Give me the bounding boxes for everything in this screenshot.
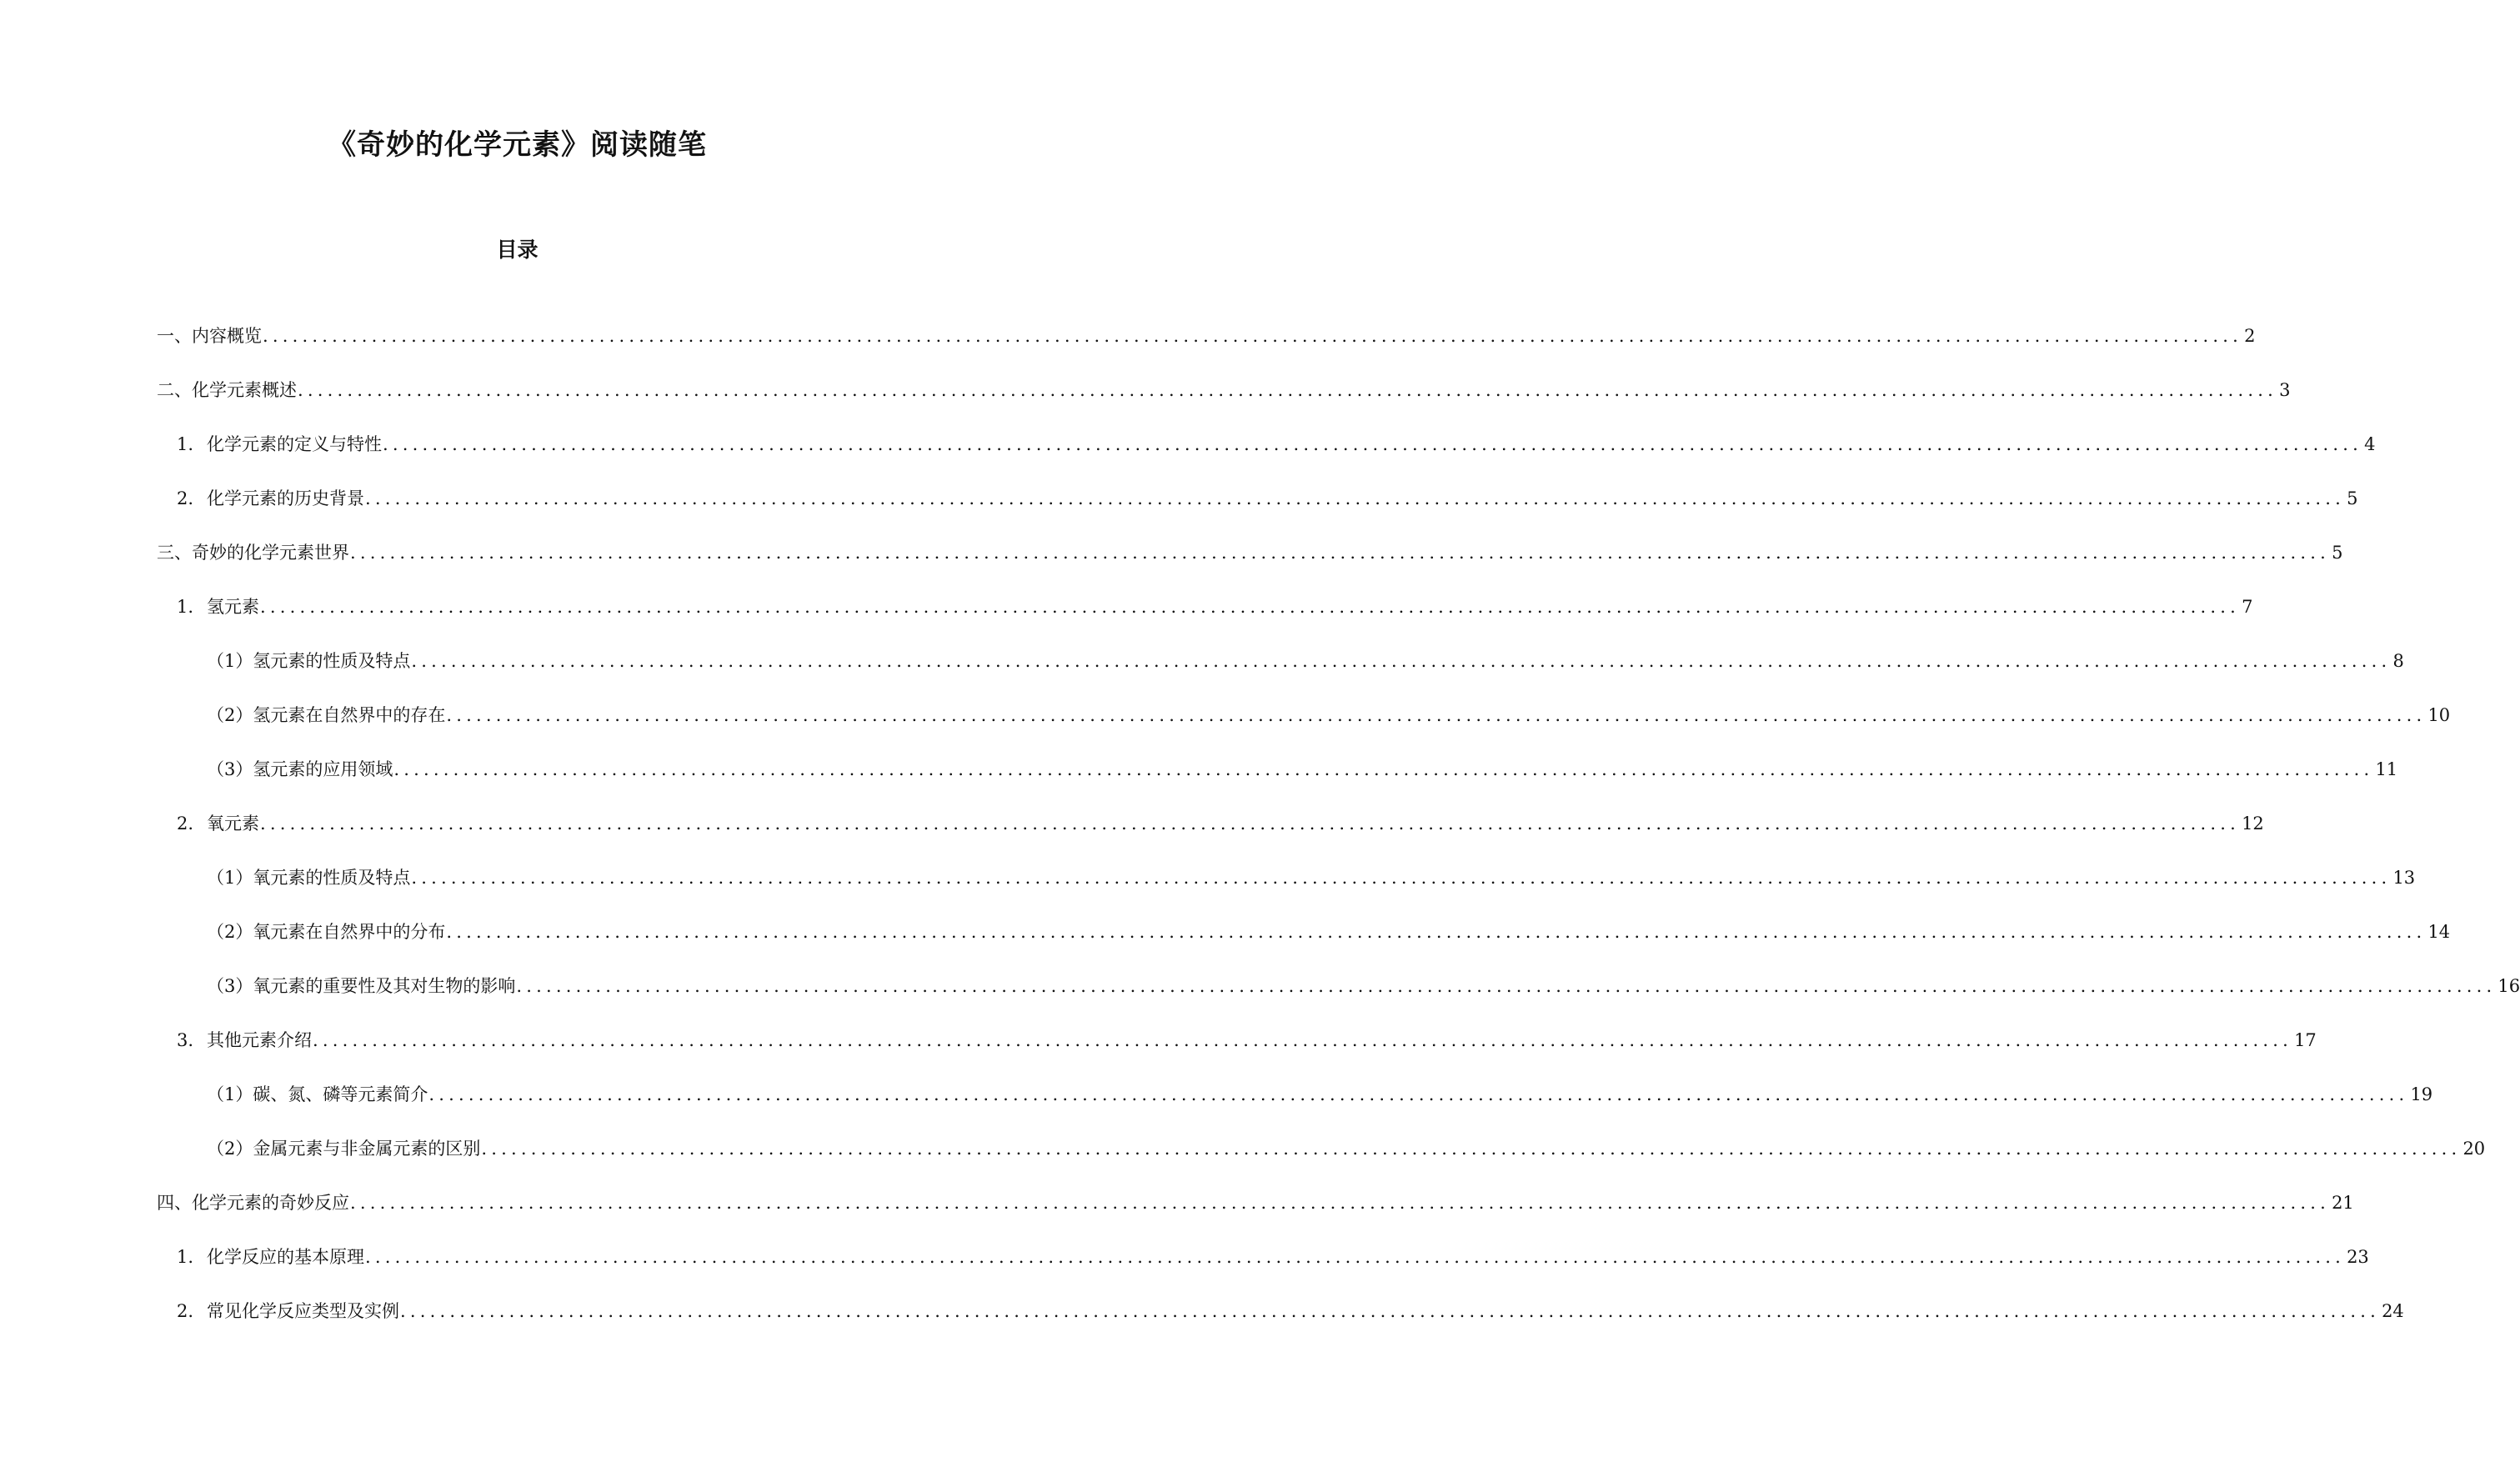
toc-dot-leader: ........................................................................................................................................................................................................ [383, 434, 2363, 454]
toc-entry-label: （1）氢元素的性质及特点 [207, 651, 411, 671]
toc-entry-label: （3）氢元素的应用领域 [207, 759, 393, 779]
toc-entry[interactable] [207, 1134, 2486, 1164]
toc-entry[interactable] [177, 592, 2253, 622]
toc-dot-leader: ........................................................................................................................................................................................................ [393, 759, 2374, 779]
toc-entry-label: （1）氧元素的性质及特点 [207, 868, 411, 888]
toc-entry-page: 20 [2462, 1139, 2486, 1159]
toc-entry-page: 2 [2244, 326, 2256, 346]
toc-entry-number: 2. [177, 814, 194, 834]
toc-entry-page: 19 [2410, 1084, 2433, 1104]
toc-entry-page: 5 [2332, 543, 2343, 563]
toc-entry[interactable] [207, 700, 2451, 730]
toc-entry-label: （1）碳、氮、磷等元素简介 [207, 1084, 428, 1104]
toc-entry-label: 常见化学反应类型及实例 [207, 1301, 399, 1321]
toc-dot-leader: ........................................................................................................................................................................................................ [428, 1084, 2409, 1104]
toc-dot-leader: ........................................................................................................................................................................................................ [263, 326, 2243, 346]
toc-entry[interactable] [207, 863, 2416, 893]
toc-entry-label: 化学元素的定义与特性 [207, 434, 382, 454]
toc-entry[interactable] [207, 646, 2404, 676]
toc-dot-leader: ........................................................................................................................................................................................................ [446, 705, 2427, 725]
toc-entry-label: 四、化学元素的奇妙反应 [157, 1193, 349, 1213]
toc-dot-leader: ........................................................................................................................................................................................................ [350, 543, 2331, 563]
toc-entry-label: 一、内容概览 [157, 326, 262, 346]
toc-entry[interactable] [157, 375, 2291, 405]
toc-entry[interactable] [157, 321, 2256, 351]
toc-entry-page: 11 [2375, 759, 2398, 779]
toc-entry-page: 10 [2427, 705, 2451, 725]
toc-entry[interactable] [177, 429, 2376, 459]
toc-dot-leader: ........................................................................................................................................................................................................ [446, 922, 2427, 942]
toc-dot-leader: ........................................................................................................................................................................................................ [365, 488, 2346, 508]
toc-heading: 目录 [496, 238, 539, 262]
toc-entry[interactable] [157, 538, 2343, 568]
toc-dot-leader: ........................................................................................................................................................................................................ [350, 1193, 2331, 1213]
toc-entry[interactable] [157, 1188, 2354, 1218]
toc-entry-label: 二、化学元素概述 [157, 380, 297, 400]
toc-entry-label: 三、奇妙的化学元素世界 [157, 543, 349, 563]
toc-entry-number: 1. [177, 597, 194, 617]
toc-entry-label: （2）氧元素在自然界中的分布 [207, 922, 446, 942]
toc-entry-number: 2. [177, 488, 194, 508]
toc-entry-page: 4 [2364, 434, 2376, 454]
toc-dot-leader: ........................................................................................................................................................................................................ [400, 1301, 2381, 1321]
toc-dot-leader: ........................................................................................................................................................................................................ [481, 1139, 2462, 1159]
toc-entry[interactable] [177, 809, 2264, 839]
toc-entry[interactable] [177, 1025, 2317, 1055]
toc-dot-leader: ........................................................................................................................................................................................................ [313, 1030, 2293, 1050]
toc-entry-page: 3 [2279, 380, 2291, 400]
toc-entry-label: 化学反应的基本原理 [207, 1247, 364, 1267]
toc-dot-leader: ........................................................................................................................................................................................................ [260, 814, 2241, 834]
toc-entry-page: 14 [2427, 922, 2451, 942]
toc-entry-label: 氢元素 [207, 597, 259, 617]
toc-entry-label: （2）氢元素在自然界中的存在 [207, 705, 446, 725]
toc-dot-leader: ........................................................................................................................................................................................................ [260, 597, 2241, 617]
toc-entry-page: 7 [2242, 597, 2253, 617]
toc-entry-page: 16 [2497, 976, 2520, 996]
toc-entry-page: 17 [2294, 1030, 2317, 1050]
document-title: 《奇妙的化学元素》阅读随笔 [328, 128, 707, 162]
toc-entry-page: 23 [2347, 1247, 2369, 1267]
toc-entry[interactable] [207, 917, 2451, 947]
toc-entry[interactable] [207, 1079, 2433, 1109]
toc-entry-label: 氧元素 [207, 814, 259, 834]
toc-dot-leader: ........................................................................................................................................................................................................ [411, 651, 2392, 671]
toc-dot-leader: ........................................................................................................................................................................................................ [365, 1247, 2346, 1267]
toc-dot-leader: ........................................................................................................................................................................................................ [411, 868, 2392, 888]
toc-entry[interactable] [177, 483, 2358, 513]
toc-entry-page: 8 [2392, 651, 2404, 671]
toc-entry-label: （3）氧元素的重要性及其对生物的影响 [207, 976, 516, 996]
toc-dot-leader: ........................................................................................................................................................................................................ [298, 380, 2278, 400]
toc-entry[interactable] [207, 971, 2520, 1001]
toc-entry-page: 21 [2332, 1193, 2354, 1213]
toc-entry[interactable] [177, 1242, 2369, 1272]
toc-entry-number: 3. [177, 1030, 194, 1050]
toc-entry-page: 24 [2382, 1301, 2404, 1321]
toc-entry-page: 5 [2347, 488, 2358, 508]
toc-dot-leader: ........................................................................................................................................................................................................ [516, 976, 2497, 996]
toc-entry[interactable] [207, 754, 2398, 784]
toc-entry-label: 化学元素的历史背景 [207, 488, 364, 508]
toc-entry[interactable] [177, 1296, 2404, 1326]
toc-entry-number: 1. [177, 434, 194, 454]
toc-entry-number: 2. [177, 1301, 194, 1321]
toc-entry-page: 13 [2392, 868, 2416, 888]
toc-entry-label: （2）金属元素与非金属元素的区别 [207, 1139, 481, 1159]
toc-entry-number: 1. [177, 1247, 194, 1267]
toc-entry-page: 12 [2242, 814, 2264, 834]
toc-entry-label: 其他元素介绍 [207, 1030, 312, 1050]
